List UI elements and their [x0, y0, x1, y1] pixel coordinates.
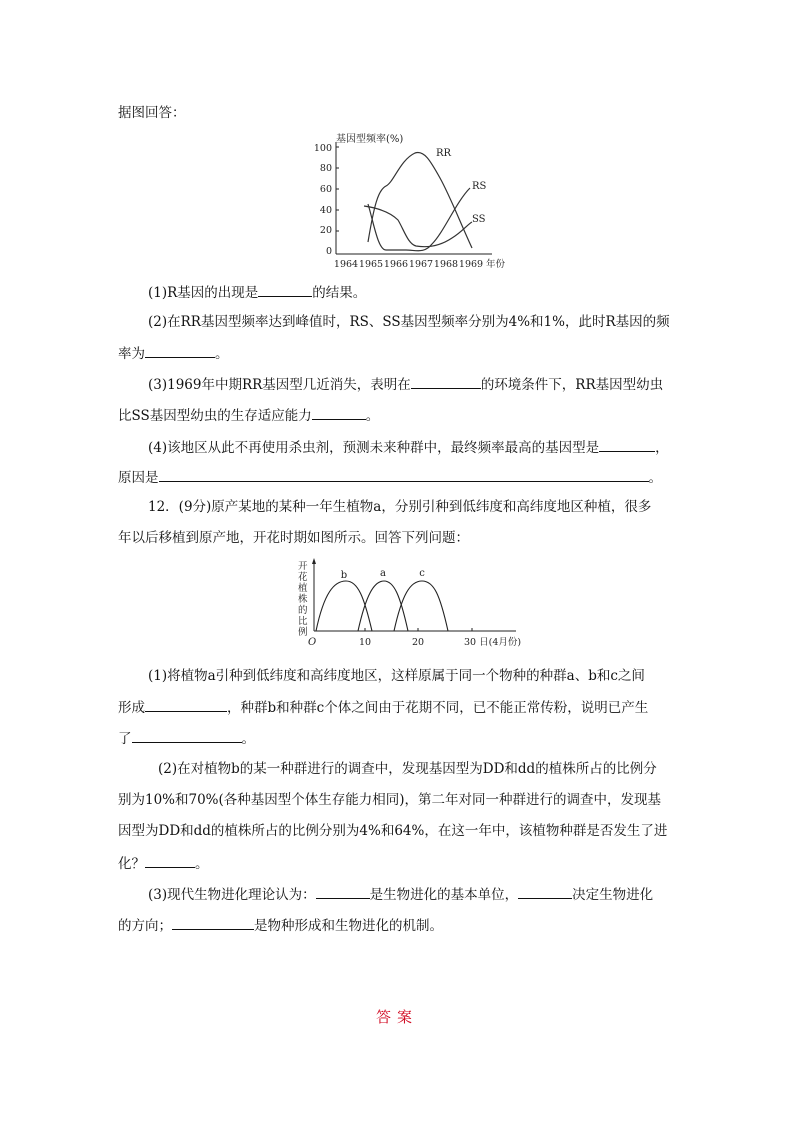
fig2-ylabel-char: 开 — [298, 561, 308, 572]
fig1-xtick: 1968 — [433, 259, 459, 270]
rs-curve — [368, 188, 470, 251]
q11-part4-line2 — [118, 467, 662, 487]
fig1-xtick: 1967 — [408, 259, 434, 270]
q11-p3-text: (3)1969年中期RR基因型几近消失，表明在 — [148, 377, 411, 393]
q12-p2-text: 化？ — [118, 856, 145, 872]
q12-p3-text3: 决定生物进化 — [572, 887, 654, 903]
fig1-ytick: 0 — [325, 246, 332, 257]
fig2-ylabel-char: 花 — [298, 572, 308, 583]
curve-b-label: b — [340, 570, 348, 581]
flowering-period-chart — [294, 557, 534, 651]
q12-p3-blank3[interactable] — [172, 915, 254, 930]
q11-p4-text2: 原因是 — [118, 470, 159, 486]
curve-a-label: a — [380, 568, 386, 579]
q12-stem-line1: 12．(9分)原产某地的某种一年生植物a，分别引种到低纬度和高纬度地区种植，很多 — [148, 499, 652, 515]
q12-part1-line2 — [118, 697, 648, 717]
rs-label: RS — [472, 181, 487, 192]
q12-part3-line1 — [148, 884, 653, 904]
q12-p2-blank[interactable] — [145, 853, 195, 868]
q11-p2-text: 率为 — [118, 346, 145, 362]
q12-p1-text2: ，种群b和种群c个体之间由于花期不同，已不能正常传粉，说明已产生 — [227, 700, 649, 716]
fig2-xtick: 20 — [411, 637, 425, 648]
genotype-frequency-chart — [313, 126, 520, 274]
q12-p2-period: 。 — [195, 856, 209, 872]
rr-label: RR — [436, 148, 452, 159]
q12-p3-text4: 的方向； — [118, 918, 172, 934]
q12-p3-text2: 是生物进化的基本单位， — [369, 887, 519, 903]
fig1-ytick: 40 — [319, 205, 332, 216]
fig2-xlast: 30 日(4月份) — [464, 637, 522, 648]
q12-part2-line2: 别为10%和70%(各种基因型个体生存能力相同)，第二年对同一种群进行的调查中，发现基 — [118, 792, 662, 808]
q11-p3-text2: 比SS基因型幼虫的生存适应能力 — [118, 408, 312, 424]
q11-p3-tail: 的环境条件下，RR基因型幼虫 — [480, 377, 664, 393]
q11-p4-blank2[interactable] — [159, 467, 649, 482]
q11-part2-line2 — [118, 343, 229, 363]
q11-p2-period: 。 — [215, 346, 229, 362]
fig1-ytick: 100 — [313, 143, 332, 154]
q11-part3-line1 — [148, 374, 663, 394]
q11-part1 — [148, 282, 366, 302]
fig1-ytick: 60 — [319, 184, 332, 195]
fig1-xunit: 年份 — [486, 259, 506, 270]
q11-p2-blank[interactable] — [145, 343, 215, 358]
q11-part2-line1: (2)在RR基因型频率达到峰值时，RS、SS基因型频率分别为4%和1%，此时R基因的频 — [148, 314, 670, 330]
q12-part2-line4 — [118, 853, 209, 873]
curve-b — [316, 581, 372, 631]
q12-p3-blank1[interactable] — [316, 884, 370, 899]
fig2-y-arrow — [312, 558, 316, 564]
q12-p1-blank1[interactable] — [145, 697, 227, 712]
fig1-xtick: 1969 — [458, 259, 484, 270]
q12-p3-text5: 是物种形成和生物进化的机制。 — [254, 918, 443, 934]
fig2-ylabel-char: 株 — [298, 594, 308, 605]
q12-p3-blank2[interactable] — [518, 884, 572, 899]
fig2-ylabel-char: 比 — [298, 616, 308, 627]
q12-p3-text: (3)现代生物进化理论认为： — [148, 887, 316, 903]
fig2-ylabel-char: 例 — [298, 627, 308, 638]
q11-p4-blank1[interactable] — [599, 437, 655, 452]
q12-p1-period: 。 — [241, 731, 255, 747]
q11-p3-period: 。 — [365, 408, 380, 424]
fig2-xtick: 10 — [358, 637, 372, 648]
fig2-ylabel-char: 植 — [298, 583, 308, 594]
q12-p1-text: 形成 — [118, 700, 145, 716]
q11-p4-text: (4)该地区从此不再使用杀虫剂，预测未来种群中，最终频率最高的基因型是 — [148, 440, 600, 456]
answer-title: 答案 — [375, 1008, 418, 1026]
q11-p4-period: 。 — [648, 470, 662, 486]
fig1-ytick: 80 — [319, 163, 332, 174]
q12-p1-text3: 了 — [118, 731, 132, 747]
q12-part3-line2 — [118, 915, 443, 935]
q11-part3-line2 — [118, 405, 379, 425]
q11-p3-blank1[interactable] — [411, 374, 481, 389]
fig2-origin: O — [308, 637, 317, 648]
q11-p1-tail: 的结果。 — [312, 285, 367, 301]
fig1-ylabel: 基因型频率(%) — [336, 134, 404, 145]
q12-stem-line2: 年以后移植到原产地，开花时期如图所示。回答下列问题： — [118, 530, 469, 546]
q12-part2-line3: 因型为DD和dd的植株所占的比例分别为4%和64%，在这一年中，该植物种群是否发生了进 — [118, 823, 668, 839]
ss-label: SS — [472, 214, 486, 225]
fig1-xtick: 1966 — [383, 259, 409, 270]
q12-part1-line3 — [118, 728, 255, 748]
q12-part2-line1: (2)在对植物b的某一种群进行的调查中，发现基因型为DD和dd的植株所占的比例分 — [158, 761, 657, 777]
q12-p1-blank2[interactable] — [132, 728, 242, 743]
q12-part1-line1: (1)将植物a引种到低纬度和高纬度地区，这样原属于同一个物种的种群a、b和c之间 — [148, 668, 645, 684]
curve-c-label: c — [419, 568, 425, 579]
fig1-ytick: 20 — [319, 225, 332, 236]
fig2-ylabel-char: 的 — [298, 605, 308, 616]
q11-p3-blank2[interactable] — [312, 405, 366, 420]
rr-curve — [368, 152, 472, 248]
q11-p1-blank[interactable] — [258, 282, 312, 297]
intro-text: 据图回答： — [118, 105, 186, 121]
q11-part4-line1 — [148, 437, 669, 457]
q11-p4-comma: ， — [655, 440, 669, 456]
fig1-xtick: 1965 — [358, 259, 384, 270]
q11-p1-text: (1)R基因的出现是 — [148, 285, 259, 301]
fig1-xtick: 1964 — [333, 259, 359, 270]
